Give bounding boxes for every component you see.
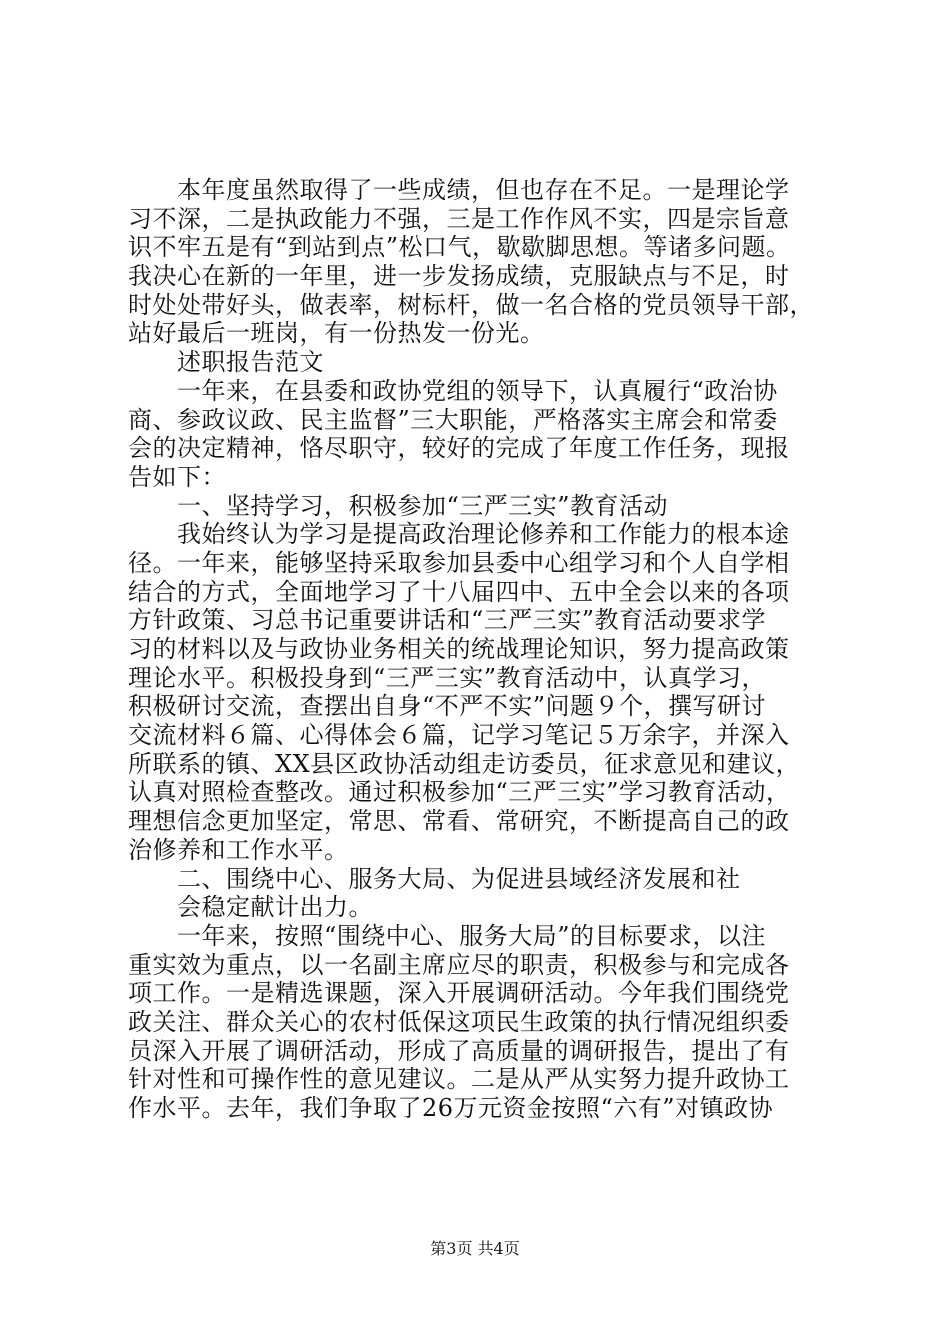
text-line: 一年来，在县委和政协党组的领导下，认真履行“政治协 — [128, 376, 778, 405]
text-line: 重实效为重点，以一名副主席应尽的职责，积极参与和完成各 — [128, 950, 790, 979]
section-heading: 述职报告范文 — [128, 348, 324, 377]
text-line: 作水平。去年，我们争取了26万元资金按照“六有”对镇政协 — [128, 1094, 774, 1122]
text-line: 时处处带好头，做表率，树标杆，做一名合格的党员领导干部， — [128, 290, 814, 319]
text-line: 我始终认为学习是提高政治理论修养和工作能力的根本途 — [128, 520, 790, 549]
text-line: 我决心在新的一年里，进一步发扬成绩，克服缺点与不足，时 — [128, 262, 790, 291]
text-line: 针对性和可操作性的意见建议。二是从严从实努力提升政协工 — [128, 1065, 790, 1094]
text-line: 理想信念更加坚定，常思、常看、常研究，不断提高自己的政 — [128, 807, 790, 836]
text-line: 商、参政议政、民主监督”三大职能，严格落实主席会和常委 — [128, 405, 778, 434]
text-line: 一年来，按照“围绕中心、服务大局”的目标要求，以注 — [128, 921, 767, 950]
section-heading: 二、围绕中心、服务大局、为促进县域经济发展和社 — [128, 864, 741, 893]
text-line: 站好最后一班岗，有一份热发一份光。 — [128, 319, 545, 348]
text-line: 本年度虽然取得了一些成绩，但也存在不足。一是理论学 — [128, 176, 790, 204]
text-line: 治修养和工作水平。 — [128, 835, 349, 864]
page-number-footer: 第3页 共4页 — [430, 1239, 520, 1258]
text-line: 积极研讨交流，查摆出自身“不严不实”问题９个，撰写研讨 — [128, 692, 767, 721]
text-line: 习的材料以及与政协业务相关的统战理论知识，努力提高政策 — [128, 635, 790, 663]
text-line: 习不深，二是执政能力不强，三是工作作风不实，四是宗旨意 — [128, 204, 790, 233]
text-line: 项工作。一是精选课题，深入开展调研活动。今年我们围绕党 — [128, 979, 790, 1008]
section-heading: 一、坚持学习，积极参加“三严三实”教育活动 — [128, 491, 669, 520]
text-line: 交流材料６篇、心得体会６篇，记学习笔记５万余字，并深入 — [128, 721, 790, 750]
section-heading: 会稳定献计出力。 — [128, 893, 373, 922]
text-line: 所联系的镇、XX县区政协活动组走访委员，征求意见和建议， — [128, 749, 801, 778]
text-line: 径。一年来，能够坚持采取参加县委中心组学习和个人自学相 — [128, 548, 790, 577]
text-line: 认真对照检查整改。通过积极参加“三严三实”学习教育活动， — [128, 778, 791, 807]
text-line: 结合的方式，全面地学习了十八届四中、五中全会以来的各项 — [128, 577, 790, 606]
text-line: 告如下： — [128, 462, 226, 491]
text-line: 会的决定精神，恪尽职守，较好的完成了年度工作任务，现报 — [128, 434, 790, 463]
text-line: 方针政策、习总书记重要讲话和“三严三实”教育活动要求学 — [128, 606, 767, 635]
text-line: 政关注、群众关心的农村低保这项民生政策的执行情况组织委 — [128, 1007, 790, 1036]
text-line: 识不牢五是有“到站到点”松口气，歇歇脚思想。等诸多问题。 — [128, 233, 791, 262]
text-line: 理论水平。积极投身到“三严三实”教育活动中，认真学习， — [128, 663, 767, 692]
document-body — [128, 176, 848, 1123]
text-line: 员深入开展了调研活动，形成了高质量的调研报告，提出了有 — [128, 1036, 790, 1065]
